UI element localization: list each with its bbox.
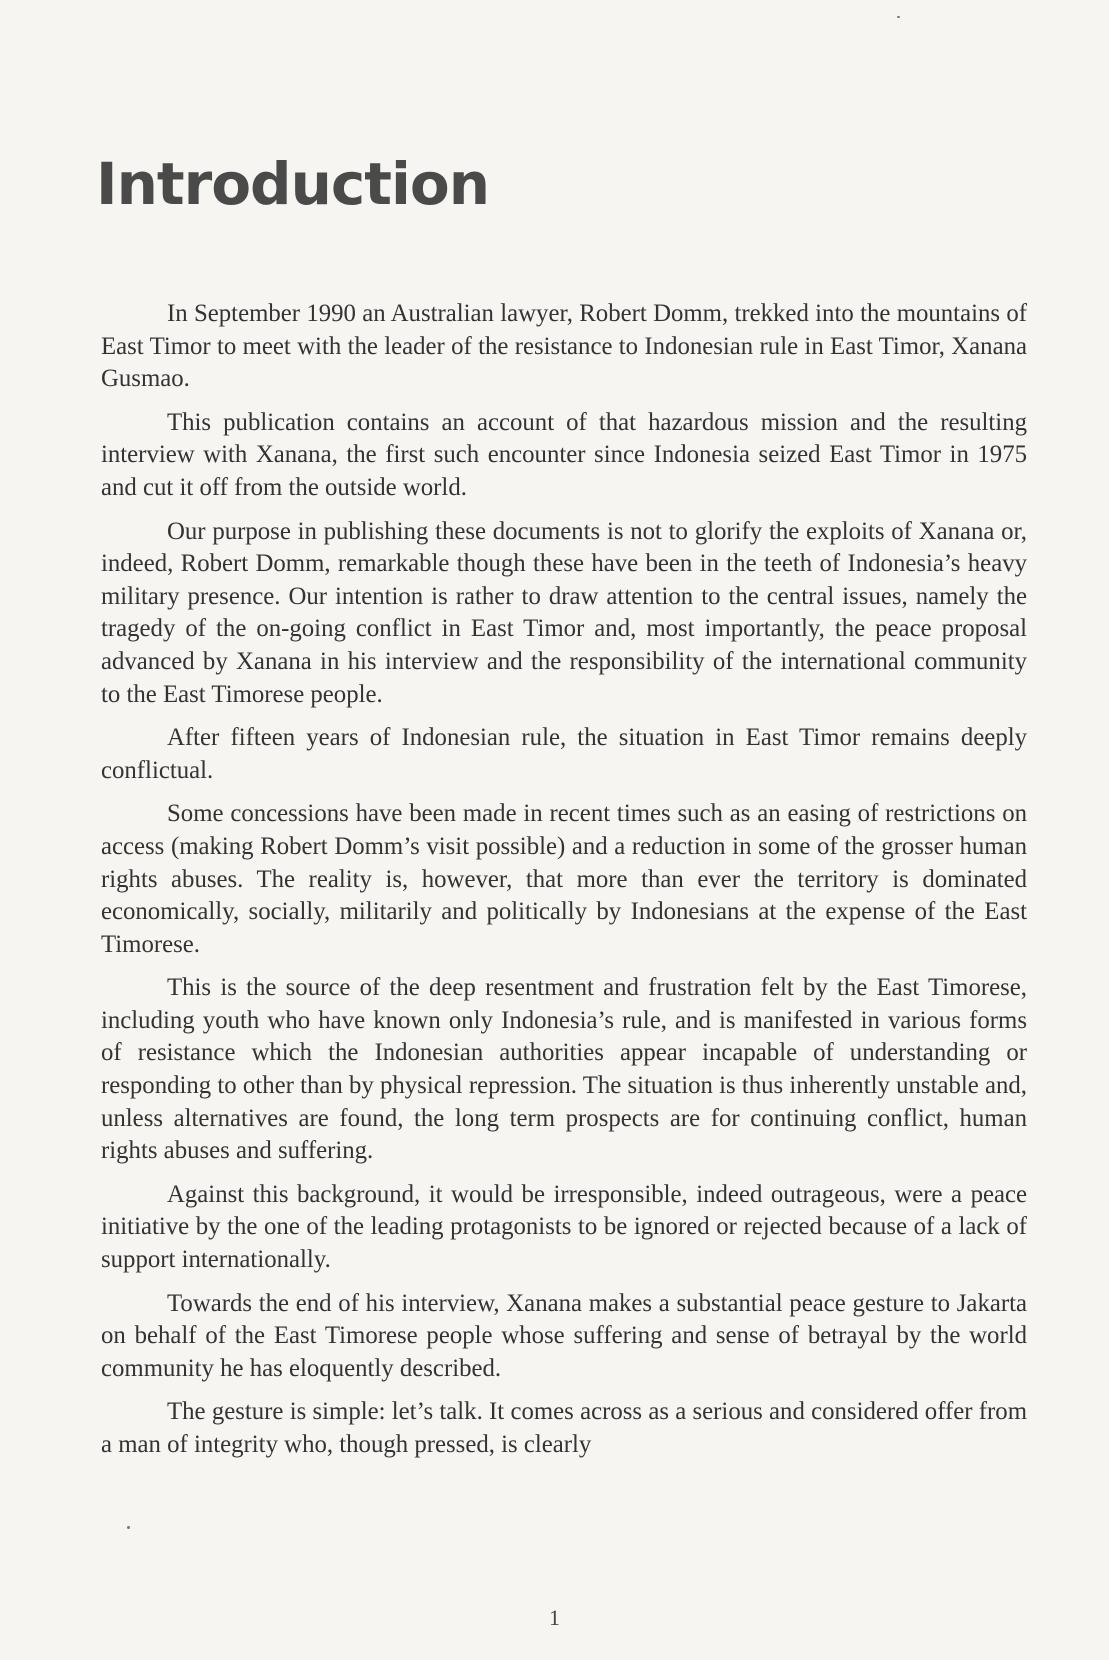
page-title: Introduction xyxy=(96,150,489,218)
paragraph: The gesture is simple: let’s talk. It comes across as a serious and considered offer from a man of integrity who, though pressed, is clearly xyxy=(101,1398,1027,1458)
paragraph: Some concessions have been made in recent times such as an easing of restrictions on access (making Robert Domm’s visit possible) and a reduction in some of the grosser human rights abuses. The reality is, however, that more than ever the territory is dominated economically, socially, militarily and politically by Indonesians at the expense of the East Timorese. xyxy=(101,800,1027,958)
paragraph: In September 1990 an Australian lawyer, Robert Domm, trekked into the mountains of East Timor to meet with the leader of the resistance to Indonesian rule in East Timor, Xanana Gusmao. xyxy=(101,300,1027,393)
paragraph: This is the source of the deep resentment and frustration felt by the East Timorese, including youth who have known only Indonesia’s rule, and is manifested in various forms of resistance which the Indonesian authorities appear incapable of understanding or responding to other than by physical repression. The situation is thus inherently unstable and, unless alternatives are found, the long term prospects are for continuing conflict, human rights abuses and suffering. xyxy=(101,974,1027,1165)
paragraph: This publication contains an account of that hazardous mission and the resulting interview with Xanana, the first such encounter since Indonesia seized East Timor in 1975 and cut it off from the outside world. xyxy=(101,408,1027,501)
paper-speck xyxy=(127,1526,130,1529)
paragraph: Towards the end of his interview, Xanana makes a substantial peace gesture to Jakarta on behalf of the East Timorese people whose suffering and sense of betrayal by the world community he has eloquently described. xyxy=(101,1289,1027,1382)
paragraph: Against this background, it would be irresponsible, indeed outrageous, were a peace initiative by the one of the leading protagonists to be ignored or rejected because of a lack of support internationally. xyxy=(101,1180,1027,1274)
paragraph: Our purpose in publishing these documents is not to glorify the exploits of Xanana or, indeed, Robert Domm, remarkable though these have been in the teeth of Indonesia’s heavy military presence. Our intention is rather to draw attention to the central issues, namely the tragedy of the on-going conflict in East Timor and, most importantly, the peace proposal advanced by Xanana in his interview and the responsibility of the international community to the East Timorese people. xyxy=(101,517,1027,708)
page-number: 1 xyxy=(549,1605,560,1630)
paragraph: After fifteen years of Indonesian rule, the situation in East Timor remains deeply conflictual. xyxy=(101,724,1027,784)
paper-speck xyxy=(897,16,900,18)
body-text xyxy=(101,298,1027,1473)
